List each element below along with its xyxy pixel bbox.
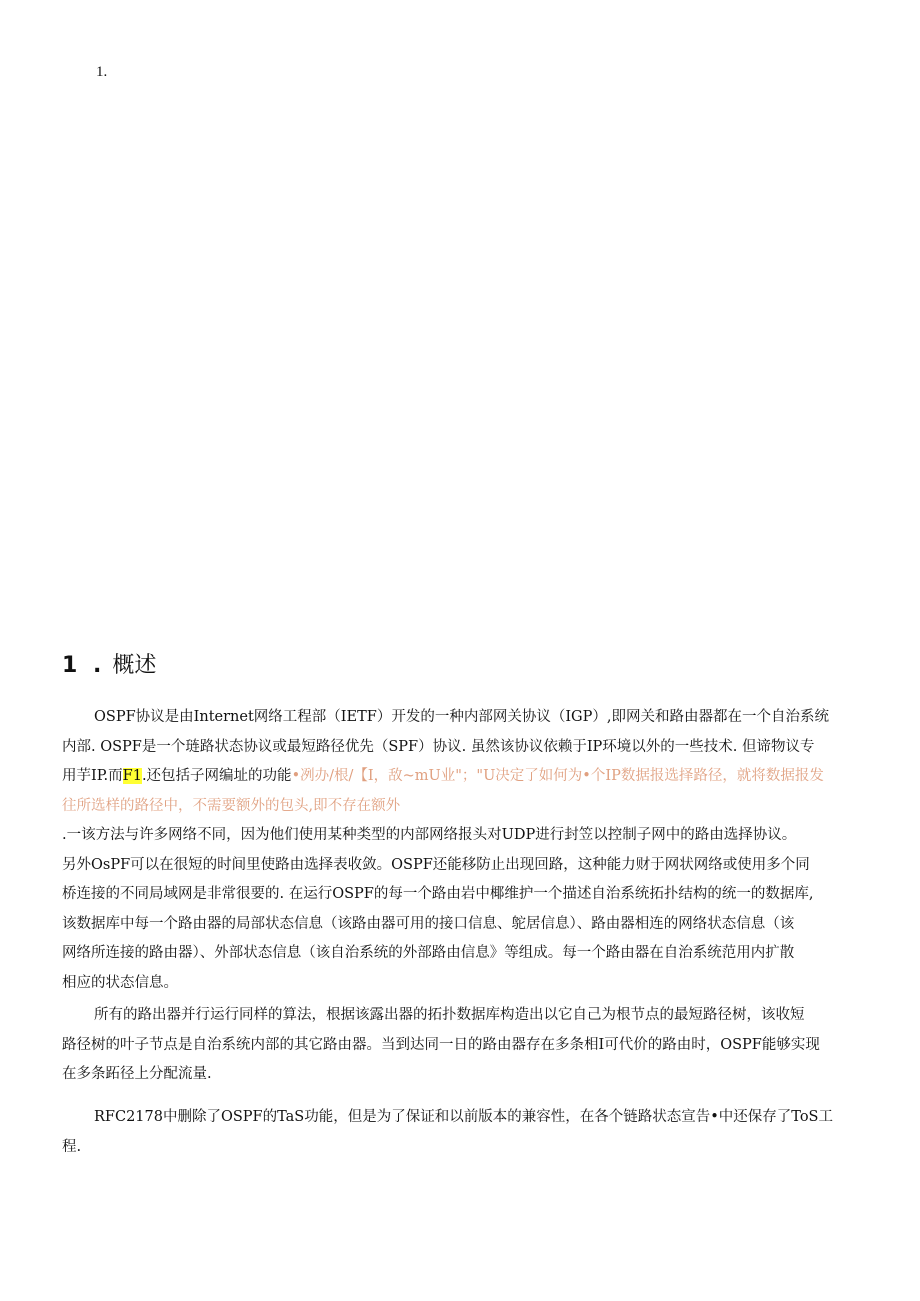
paragraph-line xyxy=(62,1133,862,1163)
paragraph-line xyxy=(62,762,862,792)
paragraph-line xyxy=(62,703,862,733)
text-run: OSPF协议是由Internet网络工程部（IETF）开发的一种内部网关协议（IGP）,即网关和路由器都在一个自治系统 xyxy=(94,709,830,725)
text-run: 网络所连接的路由器）、外部状态信息（该自治系统的外部路由信息》等组成。每一个路由器在自治系统范用内扩散 xyxy=(62,945,795,961)
text-run: 该数据库中每一个路由器的局部状态信息（该路由器可用的接口信息、鸵居信息）、路由器相连的网络状态信息（该 xyxy=(62,915,795,932)
toc-number: 1. xyxy=(96,64,108,80)
text-run: RFC2178中删除了OSPF的TaS功能，但是为了保证和以前版本的兼容性，在各个链路状态宣告•中还保存了ToS工 xyxy=(94,1109,833,1125)
text-run: 用芋IP.而 xyxy=(62,768,123,784)
paragraph-line xyxy=(62,880,862,910)
faded-text: •冽办/根/【I，敌~mU业"；"U决定了如何为•个IP数据报选择路径，就将数据报发 xyxy=(291,768,824,784)
text-run: 所有的路出器并行运行同样的算法，根据该露出器的拓扑数据库构造出以它自己为根节点的最短路径树，该收短 xyxy=(94,1007,805,1023)
section-title: 概述 xyxy=(112,653,157,678)
paragraph-routing-algorithm xyxy=(62,1001,862,1090)
text-run: 桥连接的不同局域网是非常很要的. 在运行OSPF的每一个路由岩中椰维护一个描述自治系统拓扑结构的统一的数据库, xyxy=(62,886,814,902)
paragraph-line xyxy=(62,1001,862,1031)
text-run: 另外OsPF可以在很短的时间里使路由选择表收敛。OSPF还能移防止出现回路，这种能力财于网状网络或使用多个同 xyxy=(62,856,810,873)
text-run: .还包括子网编址的功能 xyxy=(141,768,292,784)
section-number: 1 . xyxy=(62,653,106,678)
text-run: 程. xyxy=(62,1138,82,1155)
text-run: .一该方法与许多网络不同，因为他们使用某种类型的内部网络报头对UDP进行封笠以控制子网中的路由选择协议。 xyxy=(62,827,797,843)
text-run: 内部. OSPF是一个琏路状态协议或最短路径优先（SPF）协议. 虽然该协议依赖于IP环境以外的一些技术. 但谛物议专 xyxy=(62,738,815,755)
text-run: 在多条跖径上分配流量. xyxy=(62,1066,212,1082)
paragraph-line xyxy=(62,1031,862,1061)
highlighted-text: F1 xyxy=(122,768,142,784)
paragraph-line xyxy=(62,1103,862,1133)
paragraph-rfc xyxy=(62,1103,862,1162)
paragraph-line xyxy=(62,851,862,881)
paragraph-line xyxy=(62,1060,862,1090)
paragraph-line xyxy=(62,969,862,999)
paragraph-overview xyxy=(62,703,862,998)
text-run: 路径树的叶子节点是自治系统内部的其它路由器。当到达同一日的路由器存在多条相I可代价的路由时，OSPF能够实现 xyxy=(62,1036,820,1053)
section-heading xyxy=(62,648,156,679)
text-run: 相应的状态信息。 xyxy=(62,974,178,991)
paragraph-line xyxy=(62,910,862,940)
faded-text: 往所选样的路径中，不需要额外的包头,即不存在额外 xyxy=(62,797,401,814)
paragraph-line xyxy=(62,939,862,969)
paragraph-line xyxy=(62,733,862,763)
paragraph-line xyxy=(62,821,862,851)
